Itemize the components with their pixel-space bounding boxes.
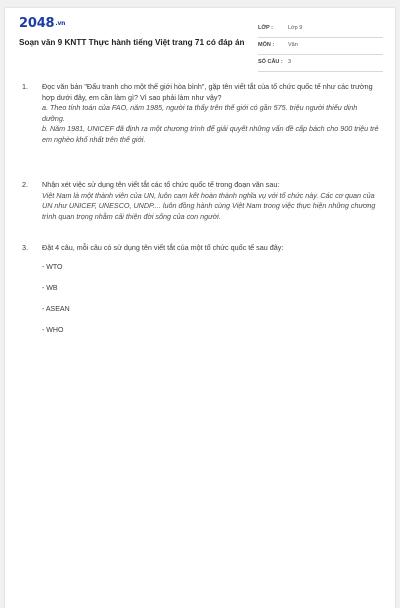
example-a: a. Theo tính toán của FAO, năm 1985, người ta thấy trên thế giới có gần 575. triệu người thiếu dinh dưỡng. bbox=[42, 103, 358, 123]
document-page bbox=[5, 8, 395, 608]
question-2 bbox=[22, 180, 382, 222]
org-item-wb: - WB bbox=[42, 285, 58, 292]
meta-value-question-count: 3 bbox=[288, 59, 292, 65]
question-text: Nhận xét việc sử dụng tên viết tắt các tổ chức quốc tế trong đoạn văn sau: bbox=[42, 180, 280, 189]
meta-label-subject: MÔN : bbox=[258, 42, 275, 48]
logo-text: 2048 bbox=[19, 16, 55, 31]
question-1 bbox=[22, 82, 382, 146]
document-title: Soạn văn 9 KNTT Thực hành tiếng Việt trang 71 có đáp án bbox=[19, 38, 245, 47]
question-number: 2. bbox=[22, 180, 28, 189]
org-item-wto: - WTO bbox=[42, 264, 63, 271]
question-3 bbox=[22, 243, 382, 334]
meta-value-class: Lớp 9 bbox=[288, 25, 303, 31]
site-logo[interactable] bbox=[19, 16, 65, 31]
meta-row-question-count bbox=[258, 56, 383, 72]
quoted-passage: Việt Nam là một thành viên của UN, luôn cam kết hoàn thành nghĩa vụ với tổ chức này. Các cơ quan của UN như UNICEF, UNESCO, UNDP.... luôn đồng hành cùng Việt Nam trong việc thực hiện những chương trình quan trọng nhằm cải thiện đời sống của con người. bbox=[42, 190, 376, 221]
logo-extension: .vn bbox=[55, 20, 66, 27]
meta-value-subject: Văn bbox=[288, 42, 298, 48]
document-header bbox=[5, 8, 395, 72]
question-text: Đặt 4 câu, mỗi câu có sử dụng tên viết tắt của một tổ chức quốc tế sau đây: bbox=[42, 243, 284, 252]
meta-row-class bbox=[258, 22, 383, 38]
meta-table bbox=[258, 22, 383, 73]
question-text: Đọc văn bản "Đấu tranh cho một thế giới hòa bình", gặp tên viết tắt của tổ chức quốc tế như các trường hợp dưới đây, em cần làm gì? Vì sao phải làm như vậy? bbox=[42, 82, 373, 102]
meta-row-subject bbox=[258, 39, 383, 55]
org-item-who: - WHO bbox=[42, 327, 64, 334]
example-b: b. Năm 1981, UNICEF đã định ra một chương trình để giải quyết những vấn đề cấp bách cho 900 triệu trẻ em nghèo khổ nhất trên thế giới. bbox=[42, 124, 379, 144]
meta-label-question-count: SỐ CÂU : bbox=[258, 59, 283, 65]
org-item-asean: - ASEAN bbox=[42, 306, 70, 313]
meta-label-class: LỚP : bbox=[258, 25, 273, 31]
question-number: 3. bbox=[22, 243, 28, 252]
question-number: 1. bbox=[22, 82, 28, 91]
